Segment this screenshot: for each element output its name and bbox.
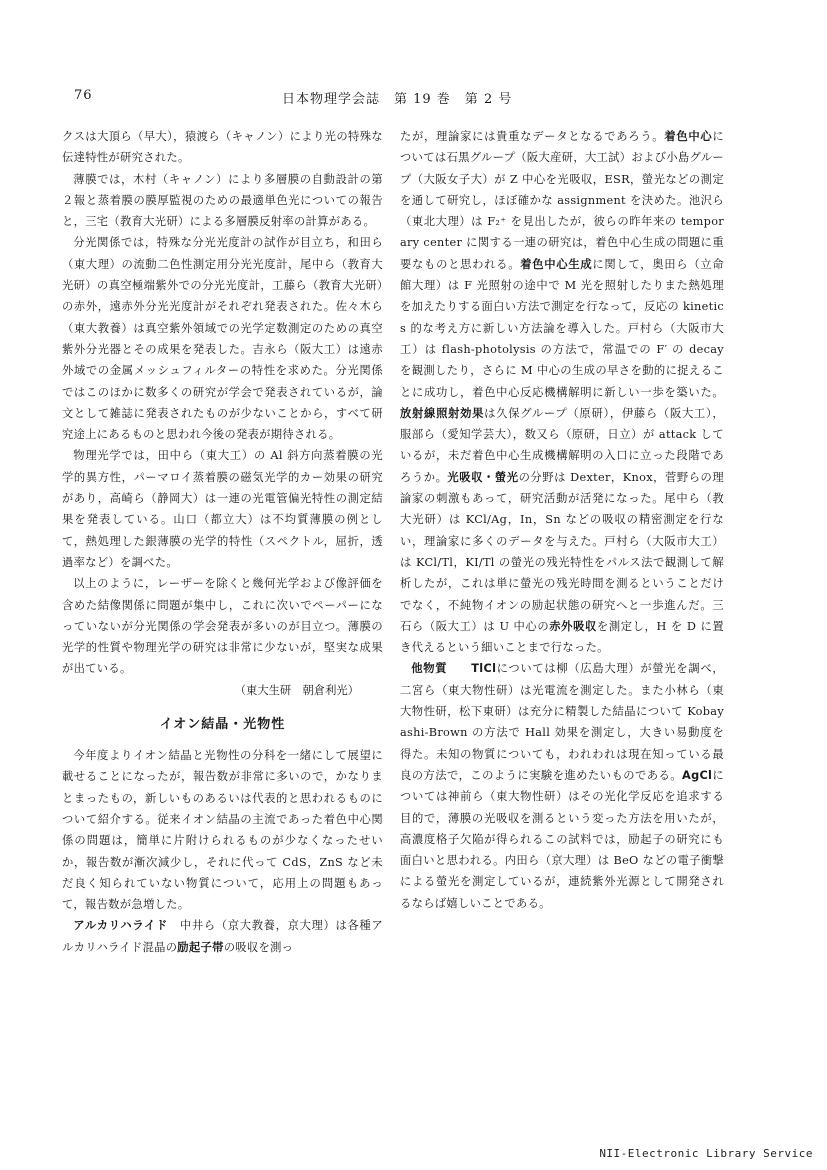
keyword-agcl: AgCl xyxy=(682,768,713,782)
left-column xyxy=(62,126,383,958)
footer-watermark: NII-Electronic Library Service xyxy=(599,1147,813,1160)
text-segment: については石黒グループ（阪大産研，大工試）および小島グループ（大阪女子大）が Z 中心を光吸収，ESR，螢光などの測定を通して研究し，ほぼ確かな assignment を決めた。池沢ら（東北大理）は F₂⁺ を見出したが，彼らの昨年来の temporary center に関する一連の研究は，着色中心生成の問題に重要なものと思われる。 xyxy=(400,130,724,271)
keyword-absorption-fluorescence: 光吸収・螢光 xyxy=(447,470,519,484)
paragraph-other-materials xyxy=(400,658,724,914)
page-number: 76 xyxy=(74,88,93,103)
keyword-exciton-band: 励起子帯 xyxy=(177,940,224,954)
text-segment: の分野は Dexter，Knox，菅野らの理論家の刺激もあって，研究活動が活発になった。尾中ら（教大光研）は KCl/Ag，In，Sn などの吸収の精密測定を行ない，理論家に多くのデータを与えた。戸村ら（大阪市大工）は KCl/Tl，KI/Tl の螢光の残光特性をパルス法で観測して解析したが，これは単に螢光の残光時間を測るということだけでなく，不純物イオンの励起状態の研究へと一歩進んだ。三石ら（阪大工）は U 中心の xyxy=(400,470,724,633)
section-heading: イオン結晶・光物性 xyxy=(159,717,286,733)
paragraph-physical-optics: 物理光学では，田中ら（東大工）の Al 斜方向蒸着膜の光学的異方性，パーマロイ蒸着膜の磁気光学的カー効果の研究があり，高崎ら（静岡大）は一連の光電管偏光特性の測定結果を発表している。山口（都立大）は不均質薄膜の例として，熱処理した銀薄膜の光学的特性（スペクトル，屈折，透過率など）を調べた。 xyxy=(62,449,383,569)
keyword-radiation-effects: 放射線照射効果 xyxy=(400,406,485,420)
text-segment: に関して，奥田ら（立命館大理）は F 光照射の途中で M 光を照射したりまた熱処理を加えたりする面白い方法で測定を行なって，反応の kinetics 的な考え方に新しい方法論を導入した。戸村ら（大阪市大工）は flash-photolysis の方法で，常温での F′ の decay を観測したり，さらに M 中心の生成の早さを動的に捉えることに成功し，着色中心反応機構解明に新しい一歩を築いた。 xyxy=(400,257,724,399)
text-segment: については神前ら（東大物性研）はその光化学反応を追求する目的で，薄膜の光吸収を測るという変った方法を用いたが，高濃度格子欠陥が得られるこの試料では，励起子の研究にも面白いと思われる。内田ら（京大理）は BeO などの電子衝撃による螢光を測定しているが，連続紫外光源として開発されるならば嬉しいことである。 xyxy=(400,768,724,910)
keyword-tlcl: TlCl xyxy=(471,662,497,676)
page-header xyxy=(0,88,827,108)
keyword-color-center-formation: 着色中心生成 xyxy=(520,257,593,271)
author-byline: （東大生研 朝倉利光） xyxy=(234,683,359,697)
keyword-infrared-absorption: 赤外吸収 xyxy=(549,619,597,633)
paragraph-spectroscopy: 分光関係では，特殊な分光光度計の試作が目立ち，和田ら（東大理）の流動二色性測定用分光光度計，尾中ら（教育大光研）の真空極端紫外での分光光度計，工藤ら（教育大光研）の赤外，遠赤外分光光度計がそれぞれ発表された。佐々木ら（東大教養）は真空紫外領域での光学定数測定のための真空紫外分光器とその成果を発表した。吉永ら（阪大工）は遠赤外域での金属メッシュフィルターの特性を求めた。分光関係ではこのほかに数多くの研究が学会で発表されているが，論文として雑誌に発表されたものが少ないことから，すべて研究途上にあるものと思われ今後の発表が期待される。 xyxy=(62,236,383,442)
paragraph-intro: 今年度よりイオン結晶と光物性の分科を一緒にして展望に載せることになったが，報告数が非常に多いので，かなりまとまったもの，新しいものあるいは代表的と思われるものについて紹介する。従来イオン結晶の主流であった着色中心関係の問題は，簡単に片附けられるものが少なくなったせいか，報告数が漸次減少し，それに代って CdS，ZnS など未だ良く知られていない物質について，応用上の問題もあって，報告数が急増した。 xyxy=(62,749,383,912)
paragraph-summary: 以上のように，レーザーを除くと幾何光学および像評価を含めた結像関係に問題が集中し，これに次いでペーパーになっていないが分光関係の学会発表が多いのが目立つ。薄膜の光学的性質や物理光学の研究は非常に少ないが，堅実な成果が出ている。 xyxy=(62,577,383,676)
keyword-alkali-halide: アルカリハライド xyxy=(73,919,168,933)
text-segment: を測定し，H を D に置き代えるという細いことまで行なった。 xyxy=(400,619,725,655)
text-segment: たが，理論家には貴重なデータとなるであろう。 xyxy=(400,130,665,143)
paragraph-thin-films: 薄膜では，木村（キャノン）により多層膜の自動設計の第２報と蒸着膜の膜厚監視のための最適単色光についての報告と，三宅（教育大光研）による多層膜反射率の計算がある。 xyxy=(62,172,383,229)
text-segment xyxy=(447,662,471,675)
keyword-color-center: 着色中心 xyxy=(664,130,713,143)
right-column xyxy=(400,126,724,914)
paragraph-color-centers xyxy=(400,126,724,658)
text-segment: は久保グループ（原研），伊藤ら（阪大工），服部ら（愛知学芸大），数又ら（原研，日立）が attack しているが，未だ着色中心生成機構解明の入口に立った段階であろうか。 xyxy=(400,406,724,484)
text-segment: については柳（広島大理）が螢光を調べ，二宮ら（東大物性研）は光電流を測定した。また小林ら（東大物性研，松下東研）は充分に精製した結晶について Kobayashi-Brown の方法で Hall 効果を測定し，大きい易動度を得た。未知の物質についても，われわれは現在知っている最良の方法で，このように実験を進めたいものである。 xyxy=(400,662,724,782)
text-segment: 中井ら（京大教養，京大理）は各種アルカリハライド混晶の xyxy=(62,919,383,954)
journal-title: 日本物理学会誌 第 19 巻 第 2 号 xyxy=(282,92,513,107)
paragraph-alkali-halide xyxy=(62,915,383,958)
paragraph-fiber-optics: クスは大頂ら（早大），猿渡ら（キャノン）により光の特殊な伝達特性が研究された。 xyxy=(62,130,383,165)
keyword-other-materials: 他物質 xyxy=(411,662,448,676)
text-segment: の吸収を測っ xyxy=(223,940,294,954)
